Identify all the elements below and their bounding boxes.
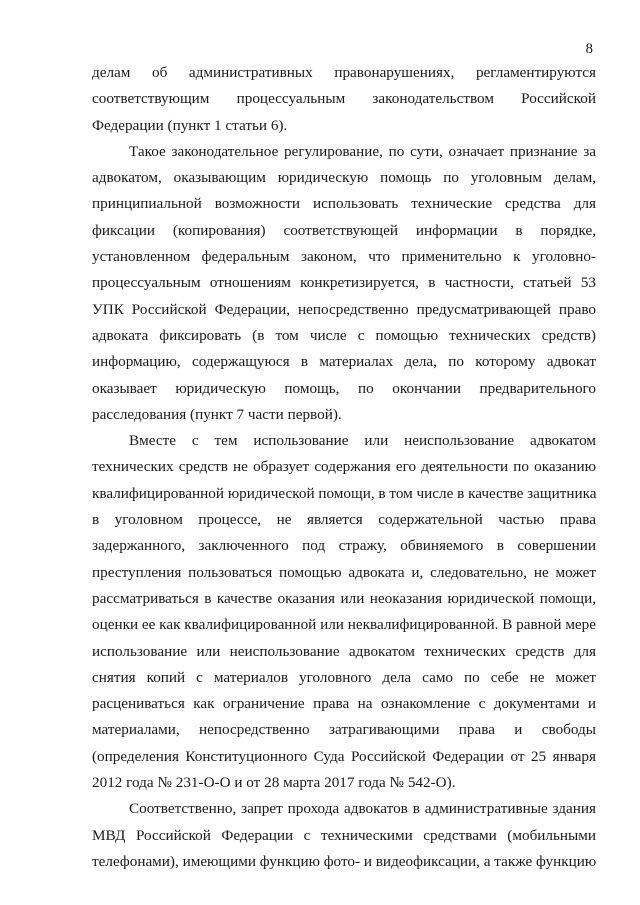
text-line: информацию, содержащуюся в материалах дела, по которому адвокат: [92, 353, 596, 371]
text-line: адвоката фиксировать (в том числе с помощью технических средств): [92, 326, 596, 344]
text-line: Федерации (пункт 1 статьи 6).: [92, 116, 288, 134]
text-line: адвокатом, оказывающим юридическую помощь по уголовным делам,: [92, 169, 596, 187]
text-line: Вместе с тем использование или неиспользование адвокатом: [129, 432, 596, 450]
text-line: Такое законодательное регулирование, по сути, означает признание за: [129, 142, 596, 160]
paragraph-1: [92, 60, 596, 139]
text-line: (определения Конституционного Суда Российской Федерации от 25 января: [92, 747, 596, 765]
text-line: МВД Российской Федерации с техническими средствами (мобильными: [92, 826, 596, 844]
text-line: в уголовном процессе, не является содержательной частью права: [92, 511, 596, 529]
text-line: расцениваться как ограничение права на ознакомление с документами и: [92, 695, 596, 713]
text-line: технических средств не образует содержания его деятельности по оказанию: [92, 458, 596, 476]
text-line: рассматриваться в качестве оказания или неоказания юридической помощи,: [92, 589, 596, 607]
text-line: материалами, непосредственно затрагивающими права и свободы: [92, 721, 596, 739]
text-line: использование или неиспользование адвокатом технических средств для: [92, 642, 596, 660]
text-line: преступления пользоваться помощью адвоката и, следовательно, не может: [92, 563, 596, 581]
body-text: [92, 60, 596, 875]
paragraph-2: [92, 139, 596, 428]
page-number: 8: [585, 41, 593, 57]
text-line: делам об административных правонарушениях, регламентируются: [92, 64, 596, 81]
paragraph-4: [92, 796, 596, 875]
text-line: установленном федеральным законом, что применительно к уголовно-: [92, 248, 596, 266]
text-line: УПК Российской Федерации, непосредственно предусматривающей право: [92, 300, 596, 318]
text-line: телефонами), имеющими функцию фото- и видеофиксации, а также функцию: [92, 852, 597, 870]
text-line: 2012 года № 231-О-О и от 28 марта 2017 года № 542-О).: [92, 774, 456, 792]
text-line: задержанного, заключенного под стражу, обвиняемого в совершении: [92, 537, 596, 555]
text-line: соответствующим процессуальным законодательством Российской: [92, 90, 596, 108]
text-line: принципиальной возможности использовать технические средства для: [92, 195, 596, 213]
text-line: Соответственно, запрет прохода адвокатов в административные здания: [129, 800, 596, 818]
paragraph-3: [92, 428, 596, 796]
text-line: снятия копий с материалов уголовного дела само по себе не может: [92, 668, 596, 686]
text-line: расследования (пункт 7 части первой).: [92, 405, 342, 423]
text-line: оказывает юридическую помощь, по окончании предварительного: [92, 379, 596, 397]
text-line: квалифицированной юридической помощи, в том числе в качестве защитника: [92, 484, 597, 502]
text-line: фиксации (копирования) соответствующей информации в порядке,: [92, 221, 596, 239]
text-line: оценки ее как квалифицированной или неквалифицированной. В равной мере: [92, 616, 596, 634]
text-line: процессуальным отношениям конкретизируется, в частности, статьей 53: [92, 274, 596, 292]
